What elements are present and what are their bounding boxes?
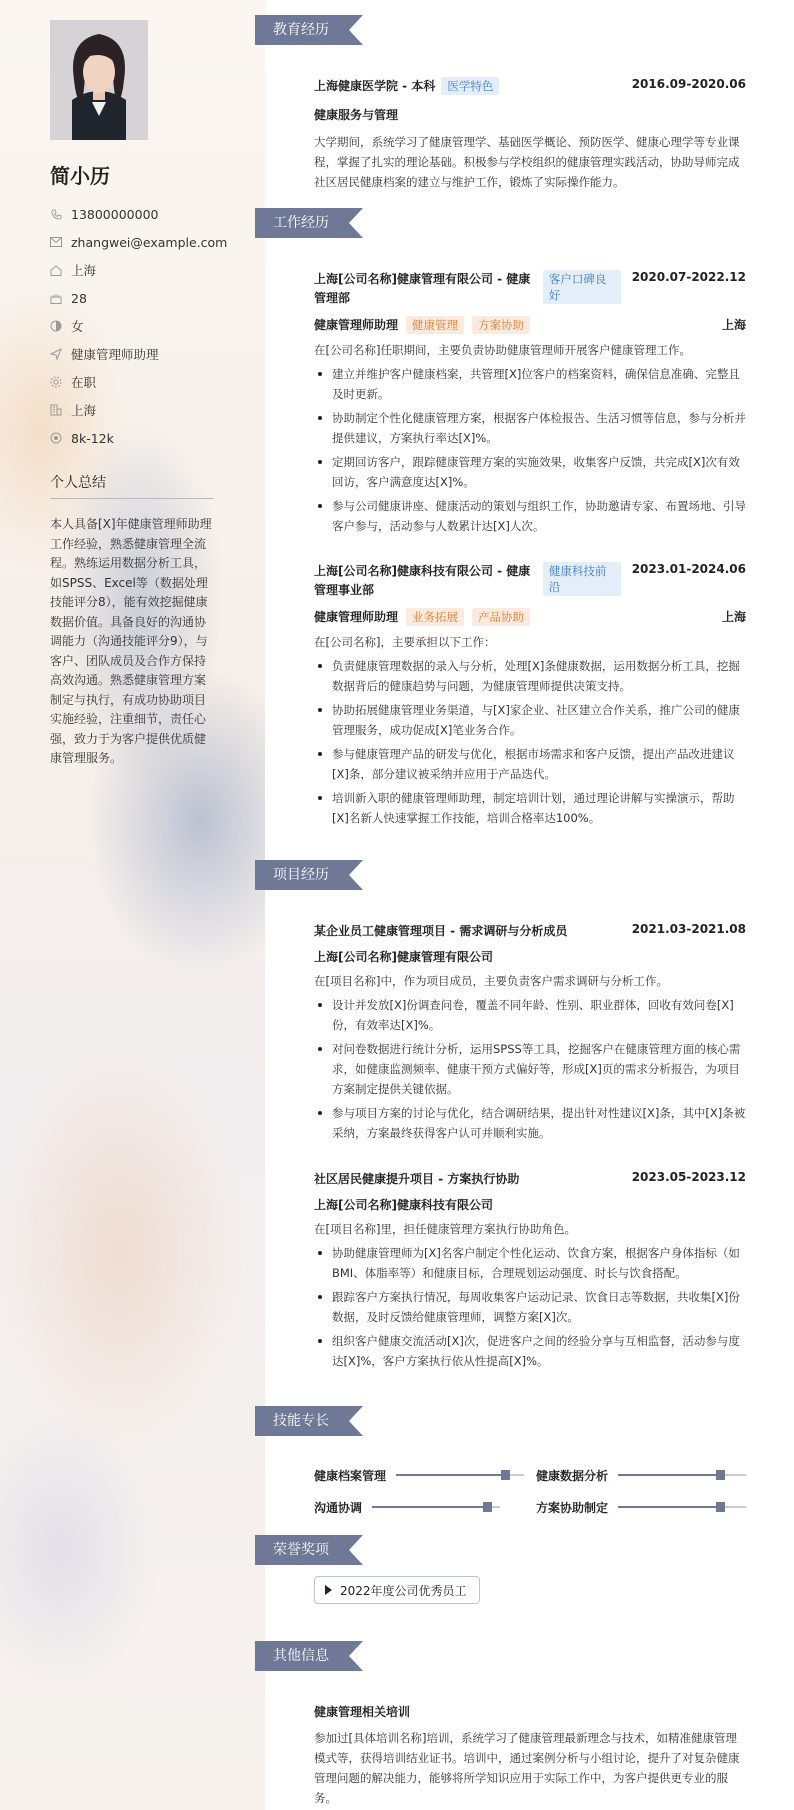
work-company-tag: 健康科技前沿 (543, 562, 621, 596)
list-item: 跟踪客户方案执行情况，每周收集客户运动记录、饮食日志等数据，共收集[X]份数据，及时反馈给健康管理师，调整方案[X]次。 (314, 1287, 746, 1327)
work-role: 健康管理师助理 (314, 610, 399, 624)
list-item: 参与公司健康讲座、健康活动的策划与组织工作，协助邀请专家、布置场地、引导客户参与，活动参与人数累计达[X]人次。 (314, 496, 746, 536)
section-header-skills (255, 1406, 363, 1436)
city-text: 上海 (71, 403, 97, 418)
work-company-tag: 客户口碑良好 (543, 270, 621, 304)
profile-photo (50, 20, 148, 140)
phone-text: 13800000000 (71, 206, 159, 222)
project-date: 2021.03-2021.08 (631, 922, 746, 936)
section-header-work (255, 208, 363, 238)
other-title: 健康管理相关培训 (314, 1705, 411, 1719)
info-email (50, 228, 250, 256)
work-tag: 产品协助 (472, 608, 530, 626)
skill-item (314, 1500, 500, 1514)
info-gender (50, 312, 250, 340)
project-bullets (314, 995, 746, 1143)
section-title: 其他信息 (273, 1648, 329, 1664)
project-org: 上海[公司名称]健康科技有限公司 (314, 1198, 493, 1212)
section-header-education (255, 15, 363, 45)
honor-item (314, 1576, 480, 1604)
section-title: 项目经历 (273, 867, 329, 883)
project-intro: 在[项目名称]中，作为项目成员，主要负责客户需求调研与分析工作。 (314, 974, 668, 988)
project-entry (314, 922, 746, 1147)
work-entry (314, 270, 746, 540)
status-text: 在职 (71, 375, 97, 390)
info-location (50, 256, 250, 284)
list-item: 协助健康管理师为[X]名客户制定个性化运动、饮食方案，根据客户身体指标（如BMI、体脂率等）和健康目标，合理规划运动强度、时长与饮食搭配。 (314, 1243, 746, 1283)
section-title: 工作经历 (273, 215, 329, 231)
school-tag: 医学特色 (441, 77, 499, 95)
info-age (50, 284, 250, 312)
project-date: 2023.05-2023.12 (631, 1170, 746, 1184)
project-name: 某企业员工健康管理项目 - 需求调研与分析成员 (314, 924, 568, 938)
section-title: 技能专长 (273, 1413, 329, 1429)
sidebar (0, 0, 265, 1810)
project-intro: 在[项目名称]里，担任健康管理方案执行协助角色。 (314, 1222, 576, 1236)
school-name: 上海健康医学院 - 本科 (314, 79, 436, 93)
play-icon (325, 1585, 332, 1595)
skill-item (314, 1468, 524, 1482)
home-icon (50, 264, 62, 276)
building-icon (50, 404, 62, 416)
education-entry (314, 77, 746, 192)
skill-bar (396, 1474, 524, 1476)
skill-knob (483, 1502, 492, 1512)
skill-name: 健康数据分析 (536, 1468, 609, 1483)
other-desc: 参加过[具体培训名称]培训，系统学习了健康管理最新理念与技术，如精准健康管理模式等，获得培训结业证书。培训中，通过案例分析与小组讨论，提升了对复杂健康管理问题的解决能力，能够将所学知识应用于实际工作中，为客户提供更专业的服务。 (314, 1731, 740, 1805)
skill-knob (716, 1502, 725, 1512)
skill-name: 健康档案管理 (314, 1468, 387, 1483)
work-tag: 业务拓展 (406, 608, 464, 626)
summary-divider (50, 498, 214, 499)
other-entry (314, 1703, 746, 1808)
gender-icon (50, 320, 62, 332)
age-icon (50, 292, 62, 304)
gender-text: 女 (71, 319, 84, 334)
work-tag: 健康管理 (406, 316, 464, 334)
skill-bar (618, 1474, 746, 1476)
info-status (50, 368, 250, 396)
avatar (50, 20, 148, 140)
work-date: 2023.01-2024.06 (631, 562, 746, 576)
info-salary (50, 424, 250, 452)
skill-name: 方案协助制定 (536, 1500, 609, 1515)
skill-knob (501, 1470, 510, 1480)
work-company: 上海[公司名称]健康科技有限公司 - 健康管理事业部 (314, 564, 531, 597)
summary-title: 个人总结 (50, 475, 106, 491)
work-bullets (314, 656, 746, 828)
summary-text: 本人具备[X]年健康管理师助理工作经验，熟悉健康管理全流程。熟练运用数据分析工具，如SPSS、Excel等（数据处理技能评分8），能有效挖掘健康数据价值。具备良好的沟通协调能力（沟通技能评分9），与客户、团队成员及合作方保持高效沟通。熟悉健康管理方案制定与执行，有成功协助项目实施经验，注重细节，责任心强，致力于为客户提供优质健康管理服务。 (50, 517, 212, 765)
project-name: 社区居民健康提升项目 - 方案执行协助 (314, 1172, 520, 1186)
job-target-text: 健康管理师助理 (71, 347, 159, 362)
info-phone (50, 200, 250, 228)
list-item: 培训新入职的健康管理师助理，制定培训计划，通过理论讲解与实操演示，帮助[X]名新人快速掌握工作技能，培训合格率达100%。 (314, 788, 746, 828)
status-icon (50, 376, 62, 388)
list-item: 对问卷数据进行统计分析，运用SPSS等工具，挖掘客户在健康管理方面的核心需求，如健康监测频率、健康干预方式偏好等，形成[X]页的需求分析报告，为项目方案制定提供关键依据。 (314, 1039, 746, 1099)
work-city: 上海 (721, 610, 746, 624)
salary-text: 8k-12k (71, 430, 114, 446)
phone-icon (50, 208, 62, 220)
skill-bar (618, 1506, 746, 1508)
education-desc: 大学期间，系统学习了健康管理学、基础医学概论、预防医学、健康心理学等专业课程，掌握了扎实的理论基础。积极参与学校组织的健康管理实践活动，协助导师完成社区居民健康档案的建立与维护工作，锻炼了实际操作能力。 (314, 135, 740, 189)
skill-fill (372, 1506, 487, 1508)
skill-fill (396, 1474, 505, 1476)
skill-name: 沟通协调 (314, 1500, 363, 1515)
project-entry (314, 1170, 746, 1375)
section-title: 荣誉奖项 (273, 1542, 329, 1558)
main-content (255, 0, 794, 1810)
work-intro: 在[公司名称]，主要承担以下工作： (314, 635, 496, 649)
section-title: 教育经历 (273, 22, 329, 38)
skill-item (536, 1468, 746, 1482)
work-bullets (314, 364, 746, 536)
work-tag: 方案协助 (472, 316, 530, 334)
project-bullets (314, 1243, 746, 1371)
skill-bar (372, 1506, 500, 1508)
candidate-name: 简小历 (50, 164, 110, 188)
mail-icon (50, 236, 62, 248)
project-org: 上海[公司名称]健康管理有限公司 (314, 950, 493, 964)
work-entry (314, 562, 746, 832)
education-date: 2016.09-2020.06 (631, 77, 746, 91)
info-job-target (50, 340, 250, 368)
contact-info-list (50, 200, 250, 452)
skill-knob (716, 1470, 725, 1480)
list-item: 组织客户健康交流活动[X]次，促进客户之间的经验分享与互相监督，活动参与度达[X]%，客户方案执行依从性提高[X]%。 (314, 1331, 746, 1371)
work-city: 上海 (721, 318, 746, 332)
list-item: 协助拓展健康管理业务渠道，与[X]家企业、社区建立合作关系，推广公司的健康管理服务，成功促成[X]笔业务合作。 (314, 700, 746, 740)
list-item: 参与项目方案的讨论与优化，结合调研结果，提出针对性建议[X]条，其中[X]条被采纳，方案最终获得客户认可并顺利实施。 (314, 1103, 746, 1143)
list-item: 负责健康管理数据的录入与分析，处理[X]条健康数据，运用数据分析工具，挖掘数据背后的健康趋势与问题，为健康管理师提供决策支持。 (314, 656, 746, 696)
work-intro: 在[公司名称]任职期间，主要负责协助健康管理师开展客户健康管理工作。 (314, 343, 691, 357)
work-role: 健康管理师助理 (314, 318, 399, 332)
skill-fill (618, 1474, 720, 1476)
honor-text: 2022年度公司优秀员工 (340, 1583, 467, 1598)
list-item: 参与健康管理产品的研发与优化，根据市场需求和客户反馈，提出产品改进建议[X]条，部分建议被采纳并应用于产品迭代。 (314, 744, 746, 784)
info-city (50, 396, 250, 424)
list-item: 协助制定个性化健康管理方案，根据客户体检报告、生活习惯等信息，参与分析并提供建议，方案执行率达[X]%。 (314, 408, 746, 448)
section-header-other (255, 1641, 363, 1671)
email-text: zhangwei@example.com (71, 234, 228, 250)
target-icon (50, 348, 62, 360)
skill-item (536, 1500, 746, 1514)
skill-fill (618, 1506, 720, 1508)
section-header-projects (255, 860, 363, 890)
work-date: 2020.07-2022.12 (631, 270, 746, 284)
work-company: 上海[公司名称]健康管理有限公司 - 健康管理部 (314, 272, 531, 305)
section-header-honors (255, 1535, 363, 1565)
age-text: 28 (71, 290, 87, 306)
salary-icon (50, 432, 62, 444)
list-item: 定期回访客户，跟踪健康管理方案的实施效果，收集客户反馈，共完成[X]次有效回访，客户满意度达[X]%。 (314, 452, 746, 492)
education-major: 健康服务与管理 (314, 108, 399, 122)
list-item: 建立并维护客户健康档案，共管理[X]位客户的档案资料，确保信息准确、完整且及时更新。 (314, 364, 746, 404)
list-item: 设计并发放[X]份调查问卷，覆盖不同年龄、性别、职业群体，回收有效问卷[X]份，有效率达[X]%。 (314, 995, 746, 1035)
location-text: 上海 (71, 263, 97, 278)
